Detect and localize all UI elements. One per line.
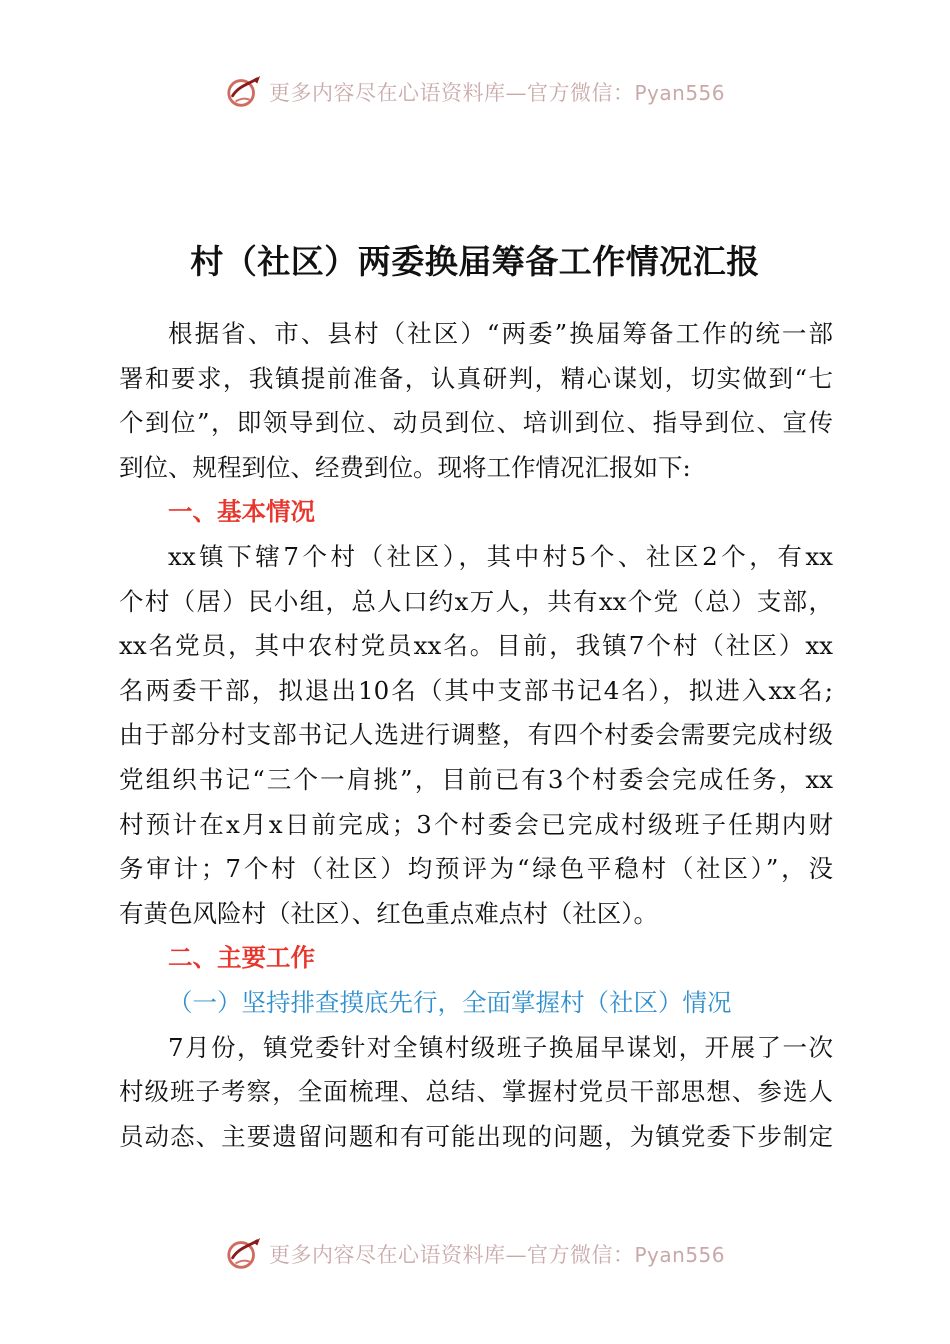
intro-line: 根据省、市、县村（社区）“两委”换届筹备工作的统一部 <box>168 319 833 348</box>
watermark-wechat-id: Pyan556 <box>634 1243 725 1267</box>
watermark-text <box>269 77 725 107</box>
intro-line: 署和要求，我镇提前准备，认真研判，精心谋划，切实做到“七 <box>119 363 833 393</box>
document-title: 村（社区）两委换届筹备工作情况汇报 <box>190 242 760 281</box>
pen-swirl-logo-icon <box>225 1235 263 1273</box>
intro-line: 个到位”，即领导到位、动员到位、培训到位、指导到位、宣传 <box>119 408 833 438</box>
watermark-label: 更多内容尽在心语资料库—官方微信： <box>268 1243 635 1267</box>
section1-line: 党组织书记“三个一肩挑”，目前已有3个村委会完成任务，xx <box>119 764 833 794</box>
section2-line: 7月份，镇党委针对全镇村级班子换届早谋划，开展了一次 <box>168 1032 833 1062</box>
watermark-wechat-id: Pyan556 <box>634 81 725 105</box>
watermark-label: 更多内容尽在心语资料库—官方微信： <box>268 81 635 105</box>
section-heading-main-work: 二、主要工作 <box>168 943 315 973</box>
section-heading-basic-situation: 一、基本情况 <box>168 497 315 527</box>
pen-swirl-logo-icon <box>225 73 263 111</box>
section2-line: 村级班子考察，全面梳理、总结、掌握村党员干部思想、参选人 <box>119 1077 833 1107</box>
section1-line: 由于部分村支部书记人选进行调整，有四个村委会需要完成村级 <box>119 720 833 750</box>
subsection-heading: （一）坚持排查摸底先行，全面掌握村（社区）情况 <box>168 987 732 1017</box>
section1-line: xx镇下辖7个村（社区），其中村5个、社区2个，有xx <box>168 541 833 571</box>
intro-line: 到位、规程到位、经费到位。现将工作情况汇报如下: <box>119 452 691 482</box>
section1-line: 务审计；7个村（社区）均预评为“绿色平稳村（社区）”，没 <box>119 854 833 884</box>
section1-line: 村预计在x月x日前完成；3个村委会已完成村级班子任期内财 <box>119 809 833 839</box>
watermark-text <box>269 1239 725 1269</box>
document-body <box>119 312 833 1159</box>
footer-watermark <box>0 1232 950 1276</box>
section1-line: xx名党员，其中农村党员xx名。目前，我镇7个村（社区）xx <box>119 631 833 661</box>
header-watermark <box>0 70 950 114</box>
section1-line: 有黄色风险村（社区）、红色重点难点村（社区）。 <box>119 898 658 928</box>
section1-line: 个村（居）民小组，总人口约x万人，共有xx个党（总）支部， <box>119 586 833 616</box>
section2-line: 员动态、主要遗留问题和有可能出现的问题，为镇党委下步制定 <box>119 1121 833 1151</box>
section1-line: 名两委干部，拟退出10名（其中支部书记4名），拟进入xx名; <box>119 675 833 705</box>
